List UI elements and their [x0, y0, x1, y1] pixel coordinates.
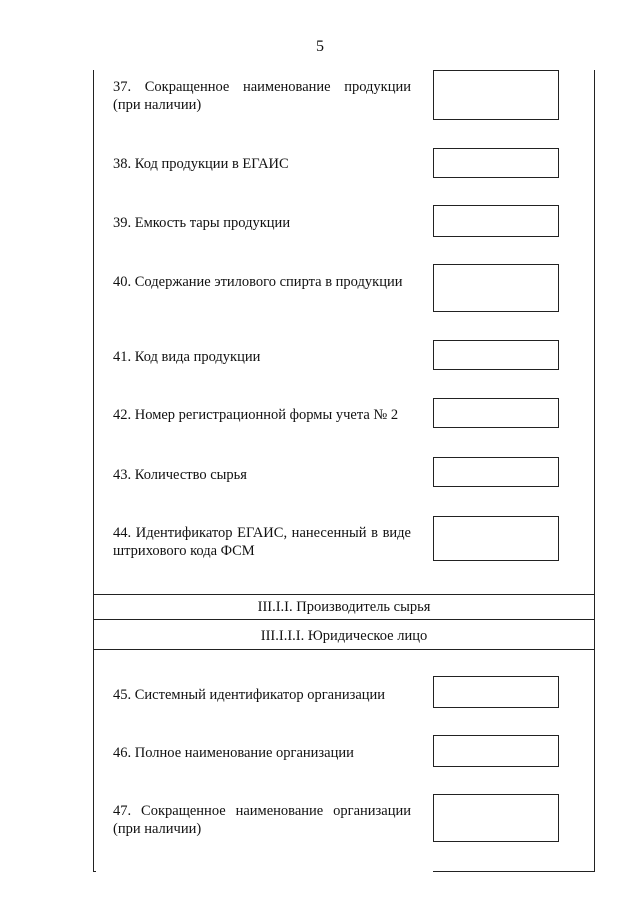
field-38-input-box[interactable] [433, 148, 559, 178]
field-43-input-box[interactable] [433, 457, 559, 487]
field-42-label: 42. Номер регистрационной формы учета № 2 [113, 407, 399, 423]
field-41-input-box[interactable] [433, 340, 559, 370]
section-legal-entity-header: III.I.I.I. Юридическое лицо [93, 624, 595, 650]
field-44-input-box[interactable] [433, 516, 559, 561]
field-41-label: 41. Код вида продукции [113, 349, 261, 365]
field-40-input-box[interactable] [433, 264, 559, 312]
form-frame-left-border [93, 70, 94, 872]
field-39-label: 39. Емкость тары продукции [113, 215, 291, 231]
form-frame-right-border [594, 70, 595, 872]
section-producer-header: III.I.I. Производитель сырья [93, 594, 595, 620]
field-45-input-box[interactable] [433, 676, 559, 708]
field-37-label: 37. Сокращенное наименование продукции (при наличии) [113, 79, 411, 113]
field-40-label: 40. Содержание этилового спирта в продукции [113, 274, 403, 290]
field-45-label: 45. Системный идентификатор организации [113, 687, 386, 703]
field-44-label: 44. Идентификатор ЕГАИС, нанесенный в виде штрихового кода ФСМ [113, 525, 411, 559]
page-number: 5 [316, 38, 324, 55]
field-43-label: 43. Количество сырья [113, 467, 247, 483]
field-38-label: 38. Код продукции в ЕГАИС [113, 156, 289, 172]
field-47-label: 47. Сокращенное наименование организации (при наличии) [113, 803, 411, 837]
field-46-label: 46. Полное наименование организации [113, 745, 354, 761]
field-37-input-box[interactable] [433, 70, 559, 120]
field-46-input-box[interactable] [433, 735, 559, 767]
form-frame-bottom-line [433, 871, 594, 872]
field-47-input-box[interactable] [433, 794, 559, 842]
field-42-input-box[interactable] [433, 398, 559, 428]
field-39-input-box[interactable] [433, 205, 559, 237]
form-frame-bottom-stub [93, 871, 96, 872]
